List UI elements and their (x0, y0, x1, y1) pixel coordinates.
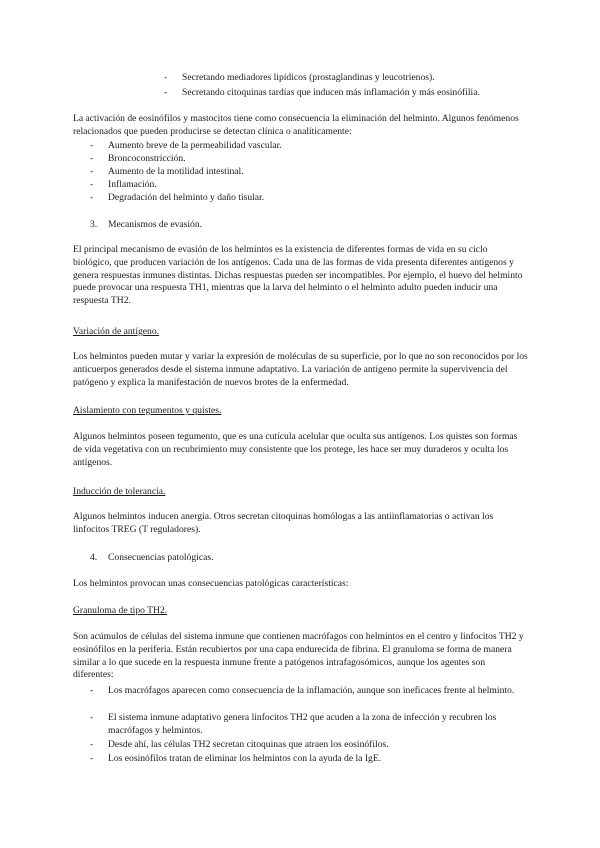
list-dash: - (90, 739, 94, 750)
section-title: Mecanismos de evasión. (108, 219, 203, 230)
paragraph-granuloma: Son acúmulos de células del sistema inmune que contienen macrófagos con helmintos en el centro y linfocitos TH2 y eosinófilos en la periferia. Están recubiertos por una capa endurecida de fibrina. El granuloma se forma de manera similar a lo que sucede en la respuesta inmune frente a patógenos intrafagosómicos, aunque los agentes son diferentes: (73, 631, 524, 681)
section-number: 4. (90, 552, 98, 563)
subheading-granuloma: Granuloma de tipo TH2. (73, 605, 168, 616)
list-dash: - (90, 166, 94, 177)
section-title: Consecuencias patológicas. (108, 552, 214, 563)
list-dash: - (90, 712, 94, 723)
list-dash: - (90, 192, 94, 203)
list-dash: - (164, 87, 168, 98)
list-item: Secretando citoquinas tardías que inducen más inflamación y más eosinófilia. (182, 87, 480, 98)
list-dash: - (90, 140, 94, 151)
paragraph-evasion: El principal mecanismo de evasión de los helmintos es la existencia de diferentes formas de vida en su ciclo biológico, que producen variación de los antígenos. Cada una de las formas de vida presenta diferentes antígenos y genera respuestas inmunes distintas. Dichas respuestas pueden ser incompatibles. Por ejemplo, el huevo del helminto puede provocar una respuesta TH1, mientras que la larva del helminto o el helminto adulto pueden inducir una respuesta TH2. (73, 244, 523, 307)
list-dash: - (90, 753, 94, 764)
list-item: Degradación del helminto y daño tisular. (108, 192, 265, 203)
paragraph-tolerancia: Algunos helmintos inducen anergia. Otros secretan citoquinas homólogas a las antiinflamatorias o activan los linfocitos TREG (T reguladores). (73, 511, 494, 535)
list-item: El sistema inmune adaptativo genera linfocitos TH2 que acuden a la zona de infección y recubren los macrófagos y helmintos. (108, 712, 497, 736)
list-dash: - (164, 72, 168, 83)
paragraph-activation: La activación de eosinófilos y mastocitos tiene como consecuencia la eliminación del helminto. Algunos fenómenos relacionados que pueden producirse se detectan clínica o analíticamente: (73, 113, 519, 137)
list-dash: - (90, 685, 94, 696)
list-item: Aumento de la motilidad intestinal. (108, 166, 244, 177)
paragraph-variacion: Los helmintos pueden mutar y variar la expresión de moléculas de su superficie, por lo que no son reconocidos por los anticuerpos generados desde el sistema inmune adaptativo. La variación de antígeno permite la supervivencia del patógeno y explica la manifestación de nuevos brotes de la enfermedad. (73, 351, 528, 388)
list-item: Inflamación. (108, 179, 157, 190)
list-item: Los macrófagos aparecen como consecuencia de la inflamación, aunque son ineficaces frente al helminto. (108, 685, 515, 696)
paragraph-consecuencias: Los helmintos provocan unas consecuencias patológicas características: (73, 578, 349, 589)
list-dash: - (90, 179, 94, 190)
subheading-aislamiento: Aislamiento con tegumentos y quistes. (73, 405, 222, 416)
list-item: Los eosinófilos tratan de eliminar los helmintos con la ayuda de la IgE. (108, 753, 382, 764)
list-item: Aumento breve de la permeabilidad vascular. (108, 140, 282, 151)
subheading-variacion: Variación de antígeno. (73, 326, 160, 337)
paragraph-aislamiento: Algunos helmintos poseen tegumento, que es una cutícula acelular que oculta sus antígenos. Los quistes son formas de vida vegetativa con un recubrimiento muy consistente que los protege, les hace ser muy duraderos y oculta los antígenos. (73, 431, 518, 468)
section-number: 3. (90, 219, 98, 230)
list-item: Broncoconstricción. (108, 153, 186, 164)
subheading-tolerancia: Inducción de tolerancia. (73, 486, 166, 497)
list-item: Secretando mediadores lipídicos (prostaglandinas y leucotrienos). (182, 72, 435, 83)
list-dash: - (90, 153, 94, 164)
list-item: Desde ahí, las células TH2 secretan citoquinas que atraen los eosinófilos. (108, 739, 389, 750)
